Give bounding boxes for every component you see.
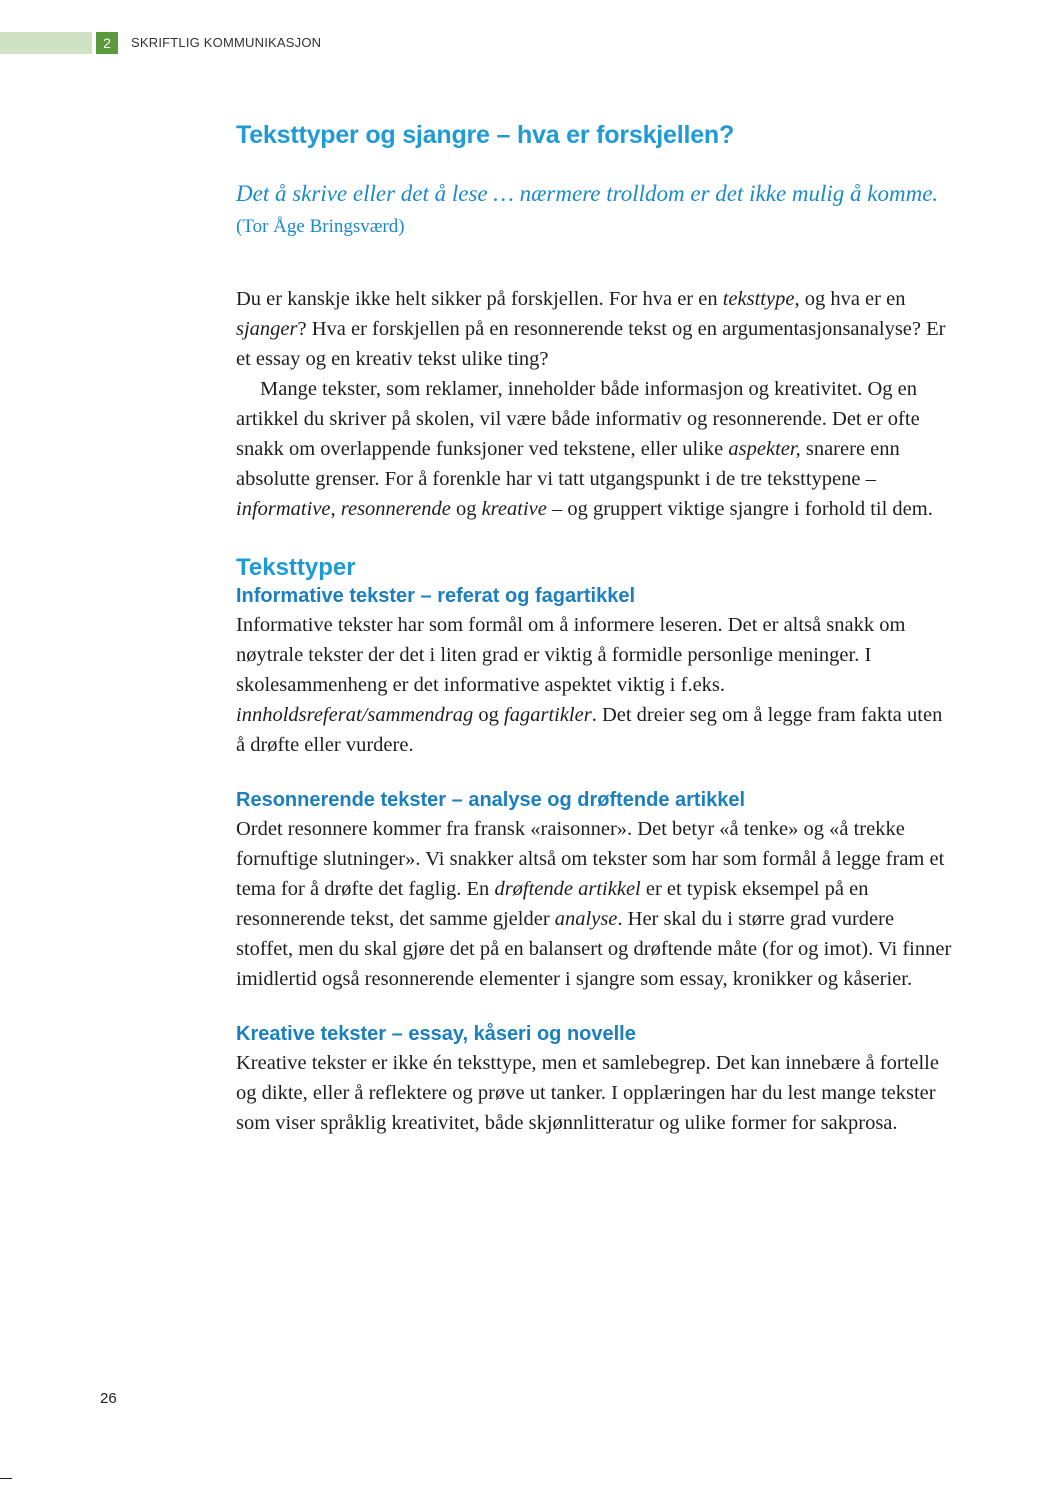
intro-paragraph-2: Mange tekster, som reklamer, inneholder både informasjon og kreativitet. Og en artikkel du skriver på skolen, vil være både informativ og resonnerende. Det er ofte snakk om overlappende funksjoner ved tekstene, eller ulike aspekter, snarere enn absolutte grenser. For å forenkle har vi tatt utgangspunkt i de tre teksttypene – informative, resonnerende og kreative – og gruppert viktige sjangre i forhold til dem. [236, 378, 933, 520]
quote-attribution: (Tor Åge Bringsværd) [236, 216, 405, 237]
page-number: 26 [100, 1390, 117, 1407]
subheading-resonnerende: Resonnerende tekster – analyse og drøftende artikkel [236, 789, 746, 811]
quote-text: Det å skrive eller det å lese … nærmere trolldom er det ikke mulig å komme. [236, 181, 939, 206]
subheading-kreative: Kreative tekster – essay, kåseri og novelle [236, 1023, 636, 1045]
epigraph-quote [236, 178, 952, 242]
subheading-informative: Informative tekster – referat og fagartikkel [236, 585, 636, 607]
paragraph-resonnerende: Ordet resonnere kommer fra fransk «raisonner». Det betyr «å tenke» og «å trekke fornuftige slutninger». Vi snakker altså om tekster som har som formål å legge fram et tema for å drøfte det faglig. En drøftende artikkel er et typisk eksempel på en resonnerende tekst, det samme gjelder analyse. Her skal du i større grad vurdere stoffet, men du skal gjøre det på en balansert og drøftende måte (for og imot). Vi finner imidlertid også resonnerende elementer i sjangre som essay, kronikker og kåserier. [236, 818, 952, 990]
paragraph-informative: Informative tekster har som formål om å informere leseren. Det er altså snakk om nøytrale tekster der det i liten grad er viktig å formidle personlige meninger. I skolesammenheng er det informative aspektet viktig i f.eks. innholdsreferat/sammendrag og fagartikler. Det dreier seg om å legge fram fakta uten å drøfte eller vurdere. [236, 614, 943, 756]
crop-mark [0, 1478, 12, 1479]
intro-paragraph-1: Du er kanskje ikke helt sikker på forskjellen. For hva er en teksttype, og hva er en sjanger? Hva er forskjellen på en resonnerende tekst og en argumentasjonsanalyse? Er et essay og en kreativ tekst ulike ting? [236, 288, 946, 370]
section-heading: Teksttyper [236, 554, 356, 581]
paragraph-kreative: Kreative tekster er ikke én teksttype, men et samlebegrep. Det kan innebære å fortelle og dikte, eller å reflektere og prøve ut tanker. I opplæringen har du lest mange tekster som viser språklig kreativitet, både skjønnlitteratur og ulike former for sakprosa. [236, 1052, 939, 1134]
page-content [236, 118, 952, 1138]
chapter-title: SKRIFTLIG KOMMUNIKASJON [131, 35, 322, 50]
header-color-band [0, 32, 92, 54]
chapter-number-badge: 2 [96, 32, 118, 54]
page-title: Teksttyper og sjangre – hva er forskjellen? [236, 121, 735, 149]
